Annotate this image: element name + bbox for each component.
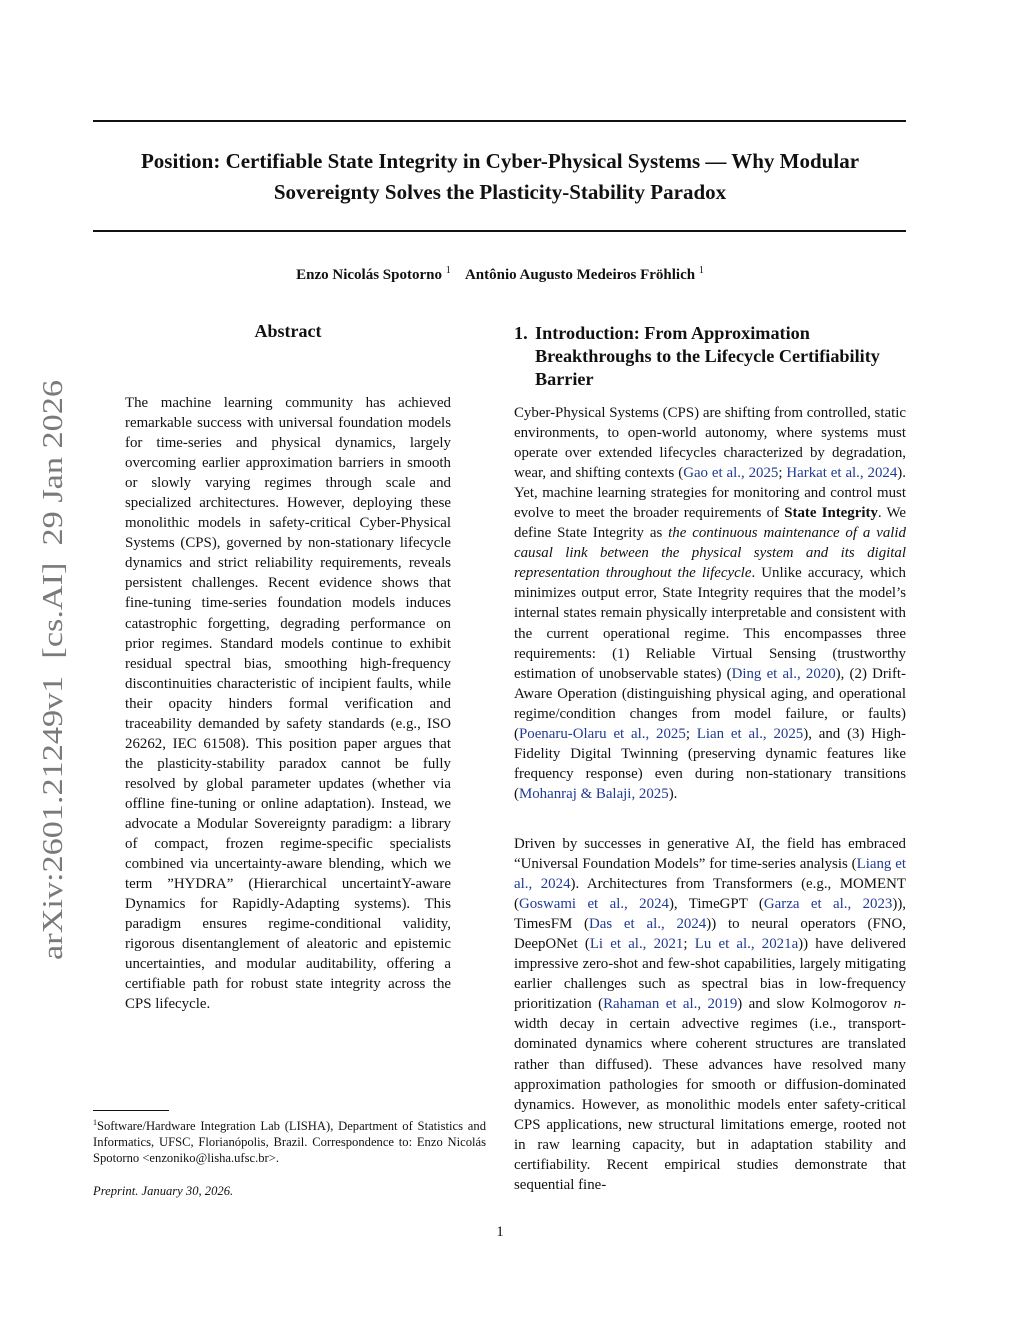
- section-heading-introduction: [514, 322, 914, 391]
- author-name: Antônio Augusto Medeiros Fröhlich: [464, 267, 696, 283]
- abstract-body: The machine learning community has achieved remarkable success with universal foundation models for time-series and physical dynamics, largely overcoming earlier approximation barriers in smooth or slowly varying regimes through scale and specialized architectures. However, deploying these monolithic models in safety-critical Cyber-Physical Systems (CPS), governed by non-stationary lifecycle dynamics and strict reliability requirements, reveals persistent challenges. Recent evidence shows that fine-tuning time-series foundation models induces catastrophic forgetting, degrading performance on prior regimes. Standard models continue to exhibit residual spectral bias, smoothing high-frequency discontinuities characteristic of incipient faults, while their opacity hinders formal verification and traceability demanded by safety standards (e.g., ISO 26262, IEC 61508). This position paper argues that the plasticity-stability paradox cannot be fully resolved by global parameter updates (whether via offline fine-tuning or online adaptation). Instead, we advocate a Modular Sovereignty paradigm: a library of compact, frozen regime-specific specialists combined via uncertainty-aware blending, which we term ”HYDRA” (Hierarchical uncertaintY-aware Dynamics for Rapidly-Adapting systems). This paradigm ensures regime-conditional validity, rigorous disentanglement of aleatoric and epistemic uncertainties, and modular auditability, offering a certifiable path for robust state integrity across the CPS lifecycle.: [125, 395, 451, 1013]
- footnote-text: Software/Hardware Integration Lab (LISHA), Department of Statistics and Informatics, UFSC, Florianópolis, Brazil. Correspondence to: Enzo Nicolás Spotorno <enzoniko@lisha.ufsc.br>.: [93, 1119, 486, 1166]
- citation-link[interactable]: Liang et al., 2024: [514, 856, 907, 893]
- title-line-1: Position: Certifiable State Integrity in Cyber-Physical Systems — Why Modular: [140, 149, 860, 173]
- title-top-rule: [93, 120, 906, 122]
- citation-link[interactable]: Mohanraj & Balaji, 2025: [518, 785, 669, 802]
- text-run: ;: [685, 725, 697, 742]
- text-run: ), TimeGPT (: [668, 896, 764, 913]
- footnote-rule: [93, 1110, 169, 1111]
- abstract-heading: Abstract: [254, 321, 322, 341]
- math-variable: n: [893, 996, 902, 1013]
- text-run: )) to neural operators (FNO, DeepONet (: [514, 916, 907, 953]
- citation-link[interactable]: Li et al., 2021: [589, 936, 684, 953]
- citation-link[interactable]: Ding et al., 2020: [731, 665, 836, 682]
- citation-link[interactable]: Rahaman et al., 2019: [603, 996, 738, 1013]
- bold-term: State Integrity: [784, 505, 878, 522]
- text-run: . Unlike accuracy, which minimizes output error, State Integrity requires that the model’s internal states remain physically interpretable and consistent with the current operational regime. This encompasses three requirements: (1) Reliable Virtual Sensing (trustworthy estimation of unobservable states) (: [514, 565, 906, 682]
- intro-paragraph-2: [514, 834, 906, 1195]
- paper-title: [80, 146, 920, 208]
- citation-link[interactable]: Das et al., 2024: [588, 916, 707, 933]
- citation-link[interactable]: Lian et al., 2025: [696, 725, 804, 742]
- preprint-note: Preprint. January 30, 2026.: [93, 1184, 234, 1198]
- text-run: )) have delivered impressive zero-shot and few-shot capabilities, largely mitigating earlier challenges such as spectral bias in low-frequency prioritization (: [514, 936, 906, 1013]
- arxiv-stamp-text: arXiv:2601.21249v1 [cs.AI] 29 Jan 2026: [38, 477, 69, 960]
- section-title: Introduction: From Approximation Breakthroughs to the Lifecycle Certifiability Barrier: [535, 323, 880, 389]
- text-run: ), and (3) High-Fidelity Digital Twinning (preserving dynamic features like frequency response) even during non-stationary transitions (: [514, 725, 906, 802]
- footnote-marker: 1: [93, 1118, 97, 1127]
- author-affiliation-marker: 1: [445, 265, 451, 276]
- text-run: -width decay in certain advective regimes (i.e., transport-dominated dynamics where coherent structures are translated rather than diffused). These advances have resolved many approximation pathologies for smooth or diffusion-dominated dynamics. However, as monolithic models enter safety-critical CPS applications, new structural limitations emerge, rooted not in raw learning capacity, but in adaptation stability and certifiability. Recent empirical studies demonstrate that sequential fine-: [514, 996, 907, 1193]
- text-run: ). Architectures from Transformers (e.g., MOMENT (: [514, 876, 906, 913]
- footnote: [93, 1115, 486, 1166]
- text-run: ) and slow Kolmogorov: [737, 996, 894, 1013]
- citation-link[interactable]: Gao et al., 2025: [683, 465, 779, 482]
- page-number: 1: [496, 1224, 504, 1240]
- author-name: Enzo Nicolás Spotorno: [296, 267, 442, 283]
- intro-paragraph-1: [514, 403, 906, 804]
- author-list: [0, 265, 1000, 284]
- text-run: Driven by successes in generative AI, the field has embraced “Universal Foundation Models” for time-series analysis (: [514, 836, 906, 873]
- citation-link[interactable]: Poenaru-Olaru et al., 2025: [518, 725, 686, 742]
- title-bottom-rule: [93, 230, 906, 232]
- author-affiliation-marker: 1: [698, 265, 704, 276]
- citation-link[interactable]: Lu et al., 2021a: [694, 936, 799, 953]
- text-run: ). Yet, machine learning strategies for monitoring and control must evolve to meet the broader requirements of: [514, 465, 906, 522]
- text-run: )), TimesFM (: [514, 896, 906, 933]
- citation-link[interactable]: Goswami et al., 2024: [518, 896, 669, 913]
- text-run: ), (2) Drift-Aware Operation (distinguishing physical aging, and operational regime/condition changes from model failure, or faults) (: [514, 665, 906, 742]
- text-run: . We define State Integrity as: [514, 505, 906, 542]
- title-line-2: Sovereignty Solves the Plasticity-Stability Paradox: [273, 180, 727, 204]
- citation-link[interactable]: Harkat et al., 2024: [786, 465, 898, 482]
- text-run: ).: [668, 785, 678, 802]
- text-run: ;: [683, 936, 695, 953]
- arxiv-stamp: [18, 380, 72, 980]
- section-number: 1.: [514, 323, 528, 343]
- citation-link[interactable]: Garza et al., 2023: [763, 896, 893, 913]
- text-run: Cyber-Physical Systems (CPS) are shifting from controlled, static environments, to open-world autonomy, where systems must operate over extended lifecycles characterized by degradation, wear, and shifting contexts (: [514, 405, 906, 482]
- definition-italic: the continuous maintenance of a valid causal link between the physical system and its digital representation throughout the lifecycle: [514, 525, 906, 582]
- text-run: ;: [778, 465, 787, 482]
